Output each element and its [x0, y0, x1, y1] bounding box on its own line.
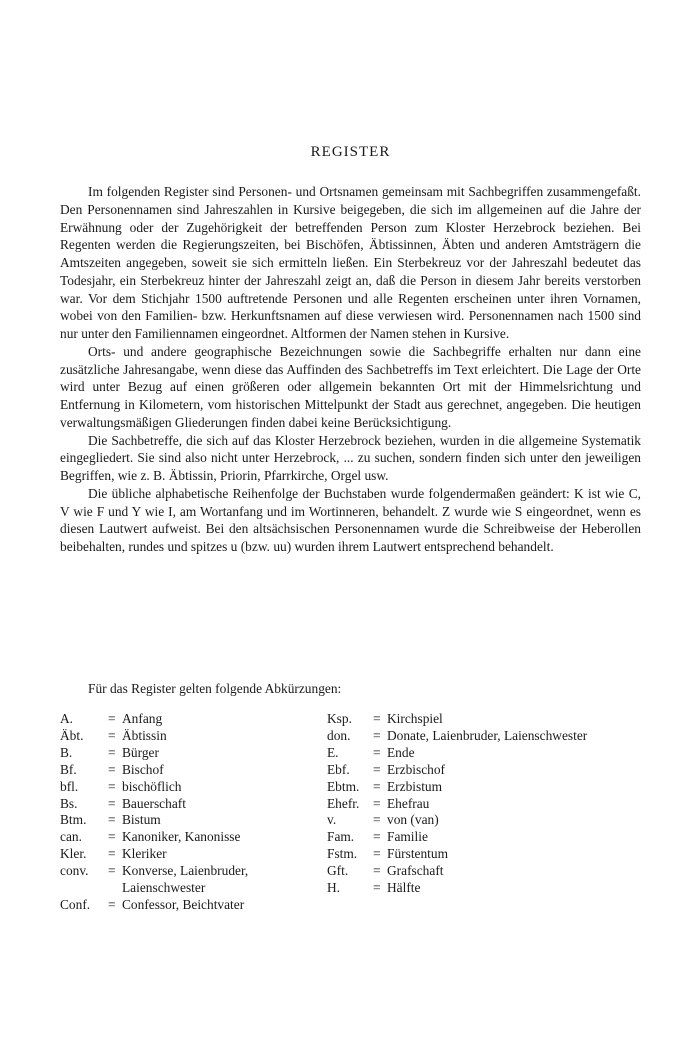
abbreviation-key: bfl.	[60, 778, 79, 794]
abbreviation-meaning: Bauerschaft	[122, 795, 186, 811]
abbreviation-key: Ebtm.	[327, 778, 360, 794]
abbreviation-meaning: Ende	[387, 744, 415, 760]
abbreviation-meaning: bischöflich	[122, 778, 182, 794]
abbreviation-key: Ebf.	[327, 761, 350, 777]
abbreviation-meaning: von (van)	[387, 812, 439, 828]
abbreviation-meaning: Grafschaft	[387, 863, 444, 879]
equals-sign: =	[108, 727, 116, 743]
abbreviation-meaning: Bürger	[122, 744, 159, 760]
paragraph-4: Die übliche alphabetische Reihenfolge der Buchstaben wurde folgendermaßen geändert: K ist wie C, V wie F und Y wie I, am Wortanfang und im Wortinneren, behandelt. Z wurde wie S eingeordnet, wenn es diesen Lautwert aufweist. Bei den altsächsischen Personennamen wurde die Schreibweise der Heberollen beibehalten, rundes und spitzes u (bzw. uu) wurden ihrem Lautwert entsprechend behandelt.	[60, 485, 641, 554]
abbreviation-meaning: Confessor, Beichtvater	[122, 896, 245, 912]
equals-sign: =	[373, 711, 381, 726]
equals-sign: =	[373, 812, 381, 828]
abbreviation-key: Fam.	[327, 829, 355, 845]
equals-sign: =	[108, 761, 116, 777]
abbreviation-key: v.	[327, 812, 337, 828]
abbreviation-entry	[60, 728, 300, 745]
equals-sign: =	[373, 880, 381, 896]
abbreviation-meaning: Hälfte	[387, 880, 421, 896]
equals-sign: =	[108, 711, 116, 726]
abbreviation-key: A.	[60, 711, 74, 726]
abbreviation-key: Kler.	[60, 846, 87, 862]
equals-sign: =	[108, 778, 116, 794]
abbreviation-entry	[60, 762, 300, 779]
abbreviation-key: Ksp.	[327, 711, 352, 726]
abbreviation-entry	[327, 846, 641, 863]
abbreviation-key: Gft.	[327, 863, 349, 879]
abbreviation-entry	[60, 745, 300, 762]
register-page	[60, 0, 641, 1040]
abbreviation-meaning: Kanoniker, Kanonisse	[122, 829, 241, 845]
equals-sign: =	[108, 812, 116, 828]
equals-sign: =	[373, 829, 381, 845]
abbreviation-key: E.	[327, 744, 339, 760]
equals-sign: =	[373, 778, 381, 794]
equals-sign: =	[373, 863, 381, 879]
abbreviation-key: B.	[60, 744, 73, 760]
abbreviation-meaning: Bischof	[122, 761, 164, 777]
abbreviation-meaning: Familie	[387, 829, 428, 845]
abbreviation-entry	[60, 829, 300, 846]
abbreviation-key: Bs.	[60, 795, 78, 811]
abbreviation-key: don.	[327, 727, 351, 743]
abbreviation-meaning: Äbtissin	[122, 727, 167, 743]
abbreviation-entry	[327, 796, 641, 813]
abbreviation-entry	[327, 762, 641, 779]
abbreviation-entry	[60, 796, 300, 813]
equals-sign: =	[108, 795, 116, 811]
abbreviation-entry	[60, 846, 300, 863]
abbreviation-meaning: Donate, Laienbruder, Laienschwester	[387, 727, 588, 743]
page-title: REGISTER	[310, 144, 391, 160]
abbreviation-entry	[327, 880, 641, 897]
abbreviation-meaning: Kirchspiel	[387, 711, 443, 726]
abbreviation-entry	[327, 779, 641, 796]
abbreviation-meaning: Erzbistum	[387, 778, 443, 794]
abbreviation-meaning: Kleriker	[122, 846, 167, 862]
abbreviations-intro: Für das Register gelten folgende Abkürzungen:	[88, 681, 342, 696]
introduction-text	[60, 183, 641, 556]
abbreviation-key: conv.	[60, 863, 89, 879]
abbreviation-key: Bf.	[60, 761, 77, 777]
equals-sign: =	[108, 863, 116, 879]
abbreviation-meaning: Ehefrau	[387, 795, 430, 811]
abbreviation-entry	[327, 863, 641, 880]
equals-sign: =	[108, 829, 116, 845]
equals-sign: =	[373, 727, 381, 743]
abbreviation-entry	[327, 812, 641, 829]
abbreviation-meaning: Anfang	[122, 711, 163, 726]
equals-sign: =	[373, 761, 381, 777]
abbreviation-entry	[60, 779, 300, 796]
abbreviation-meaning: Fürstentum	[387, 846, 449, 862]
abbreviation-key: Conf.	[60, 896, 91, 912]
abbreviation-meaning: Erzbischof	[387, 761, 446, 777]
equals-sign: =	[373, 744, 381, 760]
abbreviation-entry	[60, 812, 300, 829]
abbreviation-entry	[327, 745, 641, 762]
paragraph-2: Orts- und andere geographische Bezeichnungen sowie die Sachbegriffe erhalten nur dann eine zusätzliche Jahresangabe, wenn diese das Auffinden des Sachbetreffs im Text erleichtert. Die Lage der Orte wird unter Bezug auf einen größeren oder allgemein bekannten Ort mit der Himmelsrichtung und Entfernung in Kilometern, vom historischen Mittelpunkt der Stadt aus gerechnet, angegeben. Die heutigen verwaltungsmäßigen Gliederungen finden dabei keine Berücksichtigung.	[60, 343, 641, 430]
abbreviation-meaning: Bistum	[122, 812, 161, 828]
abbreviation-key: can.	[60, 829, 82, 845]
abbreviations-right-column	[327, 711, 641, 897]
equals-sign: =	[108, 744, 116, 760]
equals-sign: =	[373, 846, 381, 862]
abbreviation-entry	[60, 863, 300, 897]
abbreviation-key: Btm.	[60, 812, 87, 828]
abbreviation-key: Fstm.	[327, 846, 358, 862]
paragraph-3: Die Sachbetreffe, die sich auf das Kloster Herzebrock beziehen, wurden in die allgemeine Systematik eingegliedert. Sie sind also nicht unter Herzebrock, ... zu suchen, sondern finden sich unter den jeweiligen Begriffen, wie z. B. Äbtissin, Priorin, Pfarrkirche, Orgel usw.	[60, 432, 641, 483]
equals-sign: =	[108, 846, 116, 862]
abbreviation-entry	[327, 829, 641, 846]
abbreviation-meaning: Konverse, Laienbruder, Laienschwester	[122, 863, 249, 896]
abbreviation-entry	[60, 711, 300, 728]
abbreviation-entry	[327, 728, 641, 745]
abbreviation-key: Ehefr.	[327, 795, 360, 811]
equals-sign: =	[108, 896, 116, 912]
abbreviation-entry	[60, 897, 300, 914]
equals-sign: =	[373, 795, 381, 811]
abbreviation-key: H.	[327, 880, 341, 896]
abbreviation-entry	[327, 711, 641, 728]
abbreviation-key: Äbt.	[60, 727, 84, 743]
abbreviations-left-column	[60, 711, 300, 914]
paragraph-1: Im folgenden Register sind Personen- und Ortsnamen gemeinsam mit Sachbegriffen zusammengefaßt. Den Personennamen sind Jahreszahlen in Kursive beigegeben, die sich im allgemeinen auf die Jahre der Erwähnung oder der Zugehörigkeit der betreffenden Person zum Kloster Herzebrock beziehen. Bei Regenten werden die Regierungszeiten, bei Bischöfen, Äbtissinnen, Äbten und anderen Amtsträgern die Amtszeiten angegeben, soweit sie sich ermitteln ließen. Ein Sterbekreuz vor der Jahreszahl bedeutet das Todesjahr, ein Sterbekreuz hinter der Jahreszahl zeigt an, daß die Person in diesem Jahr bereits verstorben war. Vor dem Stichjahr 1500 auftretende Personen und alle Regenten erscheinen unter ihren Vornamen, wobei von den Familien- bzw. Herkunftsnamen auf diese verwiesen wird. Personennamen nach 1500 sind nur unter den Familiennamen eingeordnet. Altformen der Namen stehen in Kursive.	[60, 184, 641, 341]
